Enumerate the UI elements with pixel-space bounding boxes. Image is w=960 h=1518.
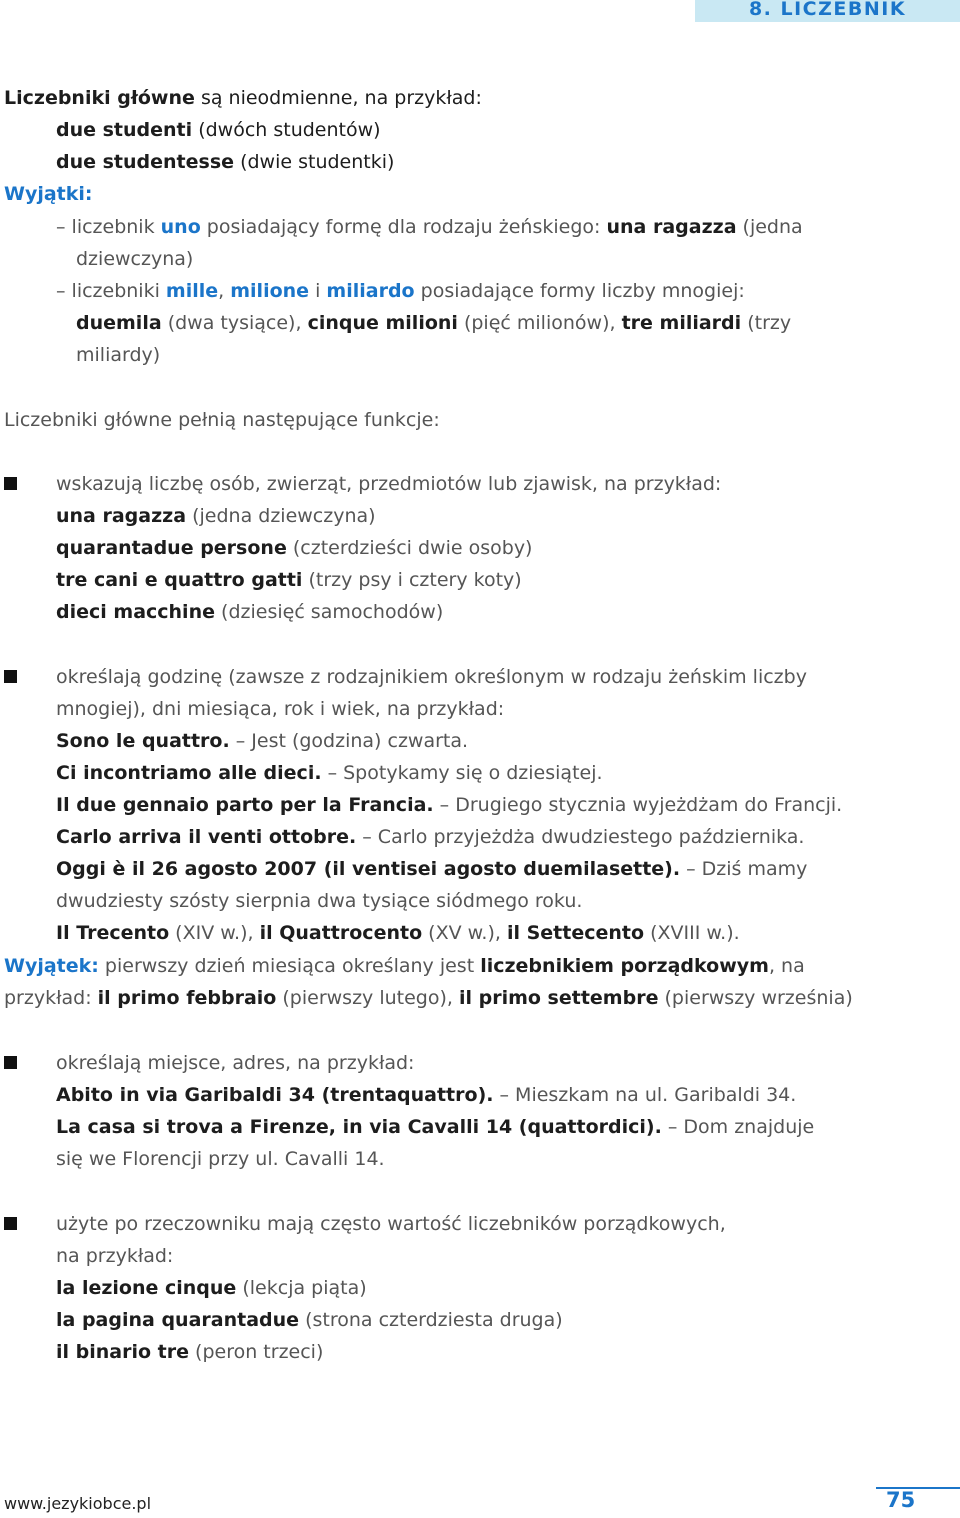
example-line: la lezione cinque (lekcja piąta) — [56, 1277, 367, 1299]
exception-line: dziewczyna) — [76, 248, 194, 270]
bullet-square-icon — [4, 670, 17, 683]
bullet-text: mnogiej), dni miesiąca, rok i wiek, na przykład: — [56, 698, 505, 720]
bullet-text: określają miejsce, adres, na przykład: — [56, 1052, 415, 1074]
bullet-text: na przykład: — [56, 1245, 174, 1267]
example-line: Il due gennaio parto per la Francia. – Drugiego stycznia wyjeżdżam do Francji. — [56, 794, 843, 816]
intro-line: Liczebniki główne są nieodmienne, na przykład: — [4, 87, 482, 109]
example-line: una ragazza (jedna dziewczyna) — [56, 505, 376, 527]
example-line: się we Florencji przy ul. Cavalli 14. — [56, 1148, 385, 1170]
exceptions-heading: Wyjątki: — [4, 183, 93, 205]
chapter-header — [695, 0, 960, 22]
example-line: dwudziesty szósty sierpnia dwa tysiące siódmego roku. — [56, 890, 583, 912]
example-line: la pagina quarantadue (strona czterdziesta druga) — [56, 1309, 563, 1331]
example-line: Il Trecento (XIV w.), il Quattrocento (XV w.), il Settecento (XVIII w.). — [56, 922, 740, 944]
example-line: quarantadue persone (czterdzieści dwie osoby) — [56, 537, 533, 559]
example-line: Abito in via Garibaldi 34 (trentaquattro). – Mieszkam na ul. Garibaldi 34. — [56, 1084, 797, 1106]
example-line: Ci incontriamo alle dieci. – Spotykamy się o dziesiątej. — [56, 762, 603, 784]
bullet-text: wskazują liczbę osób, zwierząt, przedmiotów lub zjawisk, na przykład: — [56, 473, 722, 495]
example-line: Sono le quattro. – Jest (godzina) czwarta. — [56, 730, 469, 752]
footer-url: www.jezykiobce.pl — [4, 1494, 152, 1513]
functions-intro: Liczebniki główne pełnią następujące funkcje: — [4, 409, 440, 431]
example-line: tre cani e quattro gatti (trzy psy i cztery koty) — [56, 569, 522, 591]
bullet-square-icon — [4, 1217, 17, 1230]
exception-line: – liczebnik uno posiadający formę dla rodzaju żeńskiego: una ragazza (jedna — [56, 216, 803, 238]
chapter-title: 8. LICZEBNIK — [748, 0, 907, 20]
exception-line: miliardy) — [76, 344, 161, 366]
exception-note: Wyjątek: pierwszy dzień miesiąca określany jest liczebnikiem porządkowym, na — [4, 955, 805, 977]
bullet-square-icon — [4, 1056, 17, 1069]
exception-line: duemila (dwa tysiące), cinque milioni (pięć milionów), tre miliardi (trzy — [76, 312, 792, 334]
example-line: dieci macchine (dziesięć samochodów) — [56, 601, 444, 623]
bullet-text: określają godzinę (zawsze z rodzajnikiem określonym w rodzaju żeńskim liczby — [56, 666, 807, 688]
bullet-square-icon — [4, 477, 17, 490]
bullet-text: użyte po rzeczowniku mają często wartość liczebników porządkowych, — [56, 1213, 726, 1235]
example-line: due studenti (dwóch studentów) — [56, 119, 381, 141]
example-line: due studentesse (dwie studentki) — [56, 151, 395, 173]
example-line: Oggi è il 26 agosto 2007 (il ventisei agosto duemilasette). – Dziś mamy — [56, 858, 808, 880]
exception-line: – liczebniki mille, milione i miliardo posiadające formy liczby mnogiej: — [56, 280, 745, 302]
example-line: La casa si trova a Firenze, in via Cavalli 14 (quattordici). – Dom znajduje — [56, 1116, 815, 1138]
example-line: il binario tre (peron trzeci) — [56, 1341, 324, 1363]
example-line: Carlo arriva il venti ottobre. – Carlo przyjeżdża dwudziestego października. — [56, 826, 805, 848]
exception-note: przykład: il primo febbraio (pierwszy lutego), il primo settembre (pierwszy września) — [4, 987, 853, 1009]
page-number: 75 — [886, 1488, 916, 1512]
